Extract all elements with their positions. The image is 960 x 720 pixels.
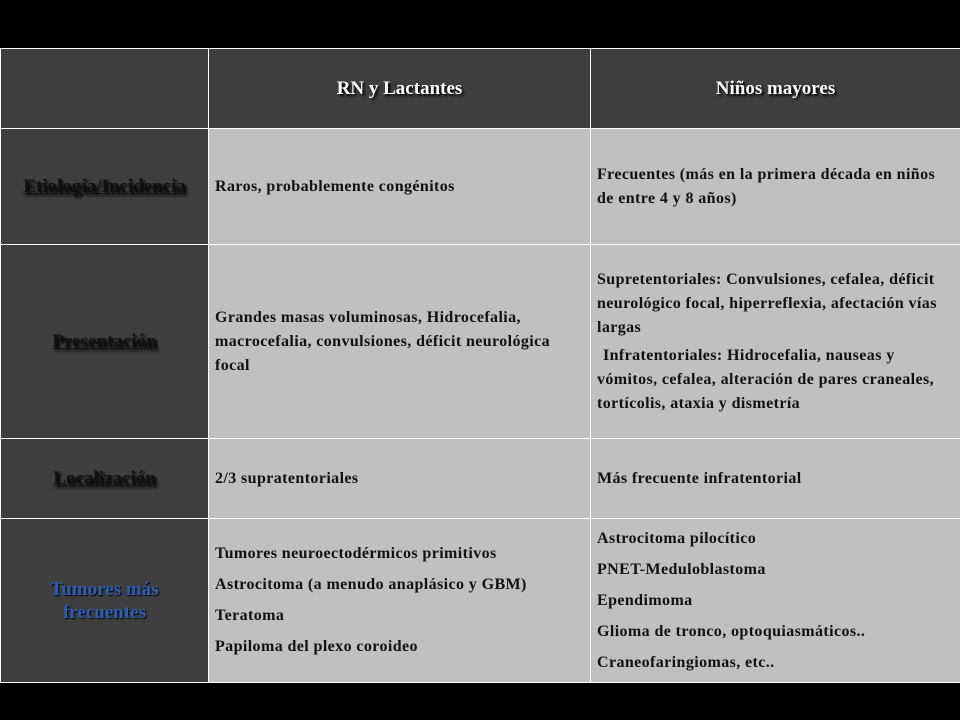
row-label-tumores (1, 519, 209, 683)
row-label-localizacion-text: Localización (53, 468, 156, 489)
comparison-table (0, 48, 960, 683)
header-rn-lactantes: RN y Lactantes (209, 49, 591, 129)
header-ninos-mayores: Niños mayores (591, 49, 960, 129)
list-item: Teratoma (215, 607, 285, 624)
list-item: Astrocitoma pilocítico (597, 529, 757, 547)
row-label-tumores-text: Tumores más frecuentes (50, 578, 159, 623)
header-corner-cell (1, 49, 209, 129)
cell-presentacion-rn: Grandes masas voluminosas, Hidrocefalia, macrocefalia, convulsiones, déficit neurológica focal (209, 245, 591, 439)
table-row-localizacion (1, 439, 960, 519)
cell-localizacion-rn: 2/3 supratentoriales (209, 439, 591, 519)
list-item: Papiloma del plexo coroideo (215, 638, 418, 655)
list-item: Ependimoma (597, 591, 693, 609)
cell-etiologia-rn: Raros, probablemente congénitos (209, 129, 591, 245)
row-label-etiologia (1, 129, 209, 245)
table-row-tumores (1, 519, 960, 683)
list-item: Tumores neuroectodérmicos primitivos (215, 545, 497, 562)
cell-localizacion-ninos: Más frecuente infratentorial (591, 439, 960, 519)
cell-tumores-ninos (591, 519, 960, 683)
row-label-localizacion (1, 439, 209, 519)
list-item: Craneofaringiomas, etc.. (597, 653, 775, 671)
row-label-etiologia-text: Etiología/Incidencia (23, 176, 186, 197)
row-label-presentacion (1, 245, 209, 439)
cell-presentacion-ninos (591, 245, 960, 439)
table-row-etiologia (1, 129, 960, 245)
list-item: PNET-Meduloblastoma (597, 560, 766, 578)
cell-tumores-rn (209, 519, 591, 683)
list-item: Astrocitoma (a menudo anaplásico y GBM) (215, 576, 527, 593)
presentacion-supratentoriales: Supretentoriales: Convulsiones, cefalea, déficit neurológico focal, hiperreflexia, afectación vías largas (597, 270, 937, 336)
table-header-row (1, 49, 960, 129)
cell-etiologia-ninos: Frecuentes (más en la primera década en niños de entre 4 y 8 años) (591, 129, 960, 245)
presentacion-infratentoriales: Infratentoriales: Hidrocefalia, nauseas y vómitos, cefalea, alteración de pares craneales, tortícolis, ataxia y dismetría (597, 346, 935, 412)
list-item: Glioma de tronco, optoquiasmáticos.. (597, 622, 866, 640)
table-row-presentacion (1, 245, 960, 439)
row-label-presentacion-text: Presentación (52, 331, 157, 352)
